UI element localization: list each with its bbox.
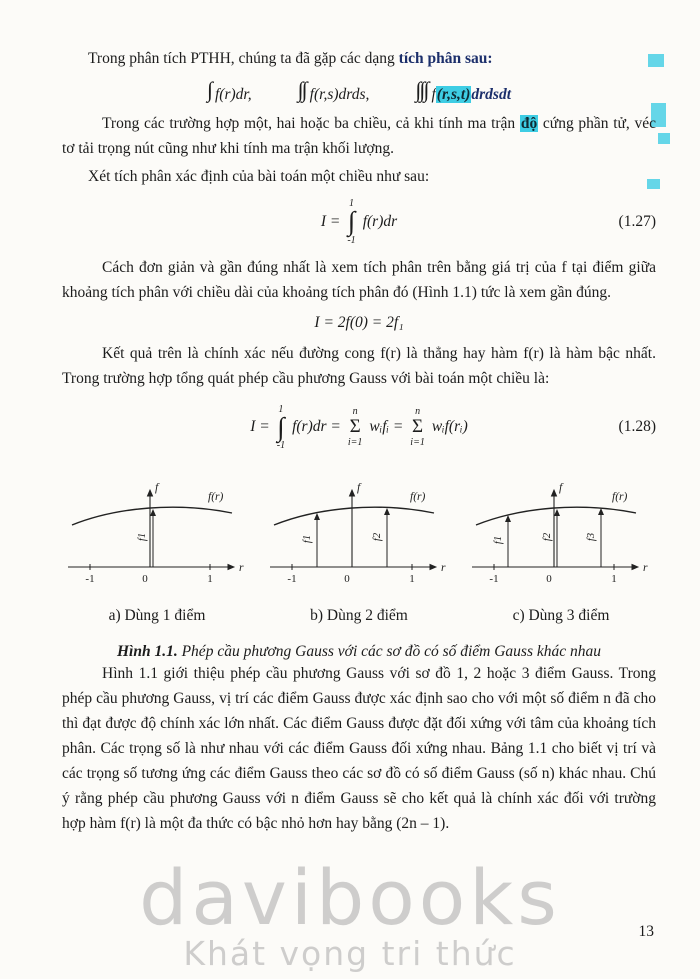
equation-midpoint — [62, 314, 656, 332]
integrand: f(r,s)drds, — [309, 86, 370, 103]
sum-lower-limit: i=1 — [410, 437, 425, 449]
paragraph-consider: Xét tích phân xác định của bài toán một chiều như sau: — [88, 168, 430, 185]
eq-term: wᵢfᵢ = — [369, 418, 404, 436]
sigma-sign: Σ — [412, 416, 424, 438]
paragraph-approximation: Cách đơn giản và gần đúng nhất là xem tích phân trên bằng giá trị của f tại điểm giữa khoảng tích phân với chiều dài của khoảng tích phân đó (Hình 1.1) tức là xem gần đúng. — [62, 258, 656, 301]
tick-label-0: 0 — [344, 573, 350, 586]
r-axis-label: r — [643, 562, 648, 575]
integrand: f — [431, 86, 436, 103]
integral-upper-limit: 1 — [278, 403, 284, 415]
highlighted-text: (r,s,t) — [436, 86, 471, 103]
tick-label-0: 0 — [142, 573, 148, 586]
graph-caption-b: b) Dùng 2 điểm — [310, 607, 408, 625]
figure-number: Hình 1.1. — [116, 643, 178, 661]
eq-lhs: I = — [250, 418, 270, 436]
page-number: 13 — [638, 923, 654, 940]
figure-1-1 — [62, 475, 656, 661]
integral-with-limits — [347, 198, 355, 246]
sum-upper-limit: n — [352, 406, 358, 418]
equation-number: (1.28) — [618, 418, 656, 436]
equation-1-27 — [62, 198, 656, 246]
gauss-point-label: f2 — [542, 533, 553, 542]
integrand: f(r)dr, — [215, 86, 252, 103]
eq-rhs: f(r)dr — [362, 212, 398, 230]
tick-label-minus1: -1 — [489, 573, 499, 586]
figure-title-text: Phép cầu phương Gauss với các sơ đồ có số điểm Gauss khác nhau — [177, 643, 602, 661]
highlighted-text: độ — [520, 115, 538, 132]
integral-upper-limit: 1 — [349, 198, 355, 209]
eq-term: f(r)dr = — [292, 418, 341, 436]
emphasized-text: drdsdt — [471, 86, 512, 103]
integral-1d — [207, 79, 252, 105]
figure-title — [62, 643, 656, 661]
tick-label-1: 1 — [611, 573, 617, 586]
paragraph-intro — [62, 46, 656, 71]
sum-with-limits — [410, 406, 425, 448]
curve-label: f(r) — [612, 491, 628, 504]
eq-lhs: I = — [320, 212, 341, 230]
tick-label-minus1: -1 — [85, 573, 95, 586]
integral-sign: ∫∫ — [297, 77, 306, 102]
graph-row — [62, 475, 656, 625]
equation-1-28 — [62, 404, 656, 452]
paragraph-exactness: Kết quả trên là chính xác nếu đường cong f(r) là thẳng hay hàm f(r) là hàm bậc nhất. Trong trường hợp tổng quát phép cầu phương Gauss với bài toán một chiều là: — [62, 344, 656, 387]
integral-3d — [415, 79, 511, 105]
watermark-brand: davibooks — [139, 853, 561, 942]
gauss-point-label: f3 — [586, 533, 597, 542]
text-run: cứng phần tử, véc tơ tải trọng nút cũng như khi tính ma trận khối lượng. — [62, 115, 656, 157]
graph-canvas — [264, 475, 454, 593]
gauss-point-label: f1 — [302, 535, 313, 544]
tick-label-0: 0 — [546, 573, 552, 586]
sum-upper-limit: n — [415, 406, 421, 418]
graph-caption-c: c) Dùng 3 điểm — [512, 607, 610, 625]
gauss-point-label: f1 — [137, 533, 148, 542]
tick-label-1: 1 — [207, 573, 213, 586]
curve-label: f(r) — [410, 491, 426, 504]
sum-lower-limit: i=1 — [347, 437, 363, 449]
gauss-graph-3points — [466, 475, 656, 625]
gauss-point-label: f2 — [372, 533, 383, 542]
integral-sign: ∫∫∫ — [415, 77, 428, 102]
page-content — [62, 46, 656, 836]
f-axis-label: f — [155, 482, 159, 495]
integral-sign: ∫ — [347, 206, 356, 236]
watermark — [0, 853, 700, 973]
sigma-sign: Σ — [349, 416, 361, 438]
eq-rhs: wᵢf(rᵢ) — [431, 418, 468, 436]
text-run: Trong các trường hợp một, hai hoặc ba chiều, cả khi tính ma trận — [102, 115, 520, 132]
text-run: Trong phân tích PTHH, chúng ta đã gặp các dạng — [88, 50, 399, 67]
integral-sign: ∫ — [277, 411, 285, 442]
graph-caption-a: a) Dùng 1 điểm — [108, 607, 206, 625]
equation-number: (1.27) — [618, 212, 656, 230]
gauss-graph-2points — [264, 475, 454, 625]
emphasized-text: tích phân sau: — [398, 50, 493, 67]
integral-with-limits — [277, 404, 285, 452]
graph-canvas — [466, 475, 656, 593]
r-axis-label: r — [239, 562, 244, 575]
gauss-point-label: f1 — [493, 536, 504, 545]
gauss-graph-1point — [62, 475, 252, 625]
f-axis-label: f — [357, 482, 361, 495]
tick-label-1: 1 — [409, 573, 415, 586]
integral-lower-limit: -1 — [347, 234, 356, 246]
scan-highlight-artifact — [658, 133, 670, 144]
sum-with-limits — [348, 406, 363, 448]
integral-2d — [298, 79, 370, 105]
graph-canvas — [62, 475, 252, 593]
eq-expression: I = 2f(0) = 2f₁ — [314, 313, 404, 331]
integral-examples-row — [62, 79, 656, 105]
paragraph-cases — [62, 111, 656, 161]
r-axis-label: r — [441, 562, 446, 575]
paragraph-discussion: Hình 1.1 giới thiệu phép cầu phương Gauss với sơ đồ 1, 2 hoặc 3 điểm Gauss. Trong phép cầu phương Gauss, vị trí các điểm Gauss được xác định sao cho với một số điểm n đã cho thì đạt được độ chính xác lớn nhất. Các điểm Gauss được đặt đối xứng với tâm của khoảng tích phân. Các trọng số là như nhau với các điểm Gauss đối xứng nhau. Bảng 1.1 cho biết vị trí và các trọng số tương ứng các điểm Gauss theo các sơ đồ có số điểm Gauss (số n) khác nhau. Chú ý rằng phép cầu phương Gauss với n điểm Gauss sẽ cho kết quả là chính xác đối với trường hợp hàm f(r) là một đa thức có bậc nhỏ hơn hay bằng (2n – 1). — [62, 665, 656, 833]
integral-lower-limit: -1 — [276, 440, 286, 452]
integral-sign: ∫ — [206, 77, 211, 102]
curve-label: f(r) — [208, 491, 224, 504]
tick-label-minus1: -1 — [287, 573, 297, 586]
f-axis-label: f — [559, 482, 563, 495]
watermark-slogan: Khát vọng tri thức — [183, 934, 517, 973]
